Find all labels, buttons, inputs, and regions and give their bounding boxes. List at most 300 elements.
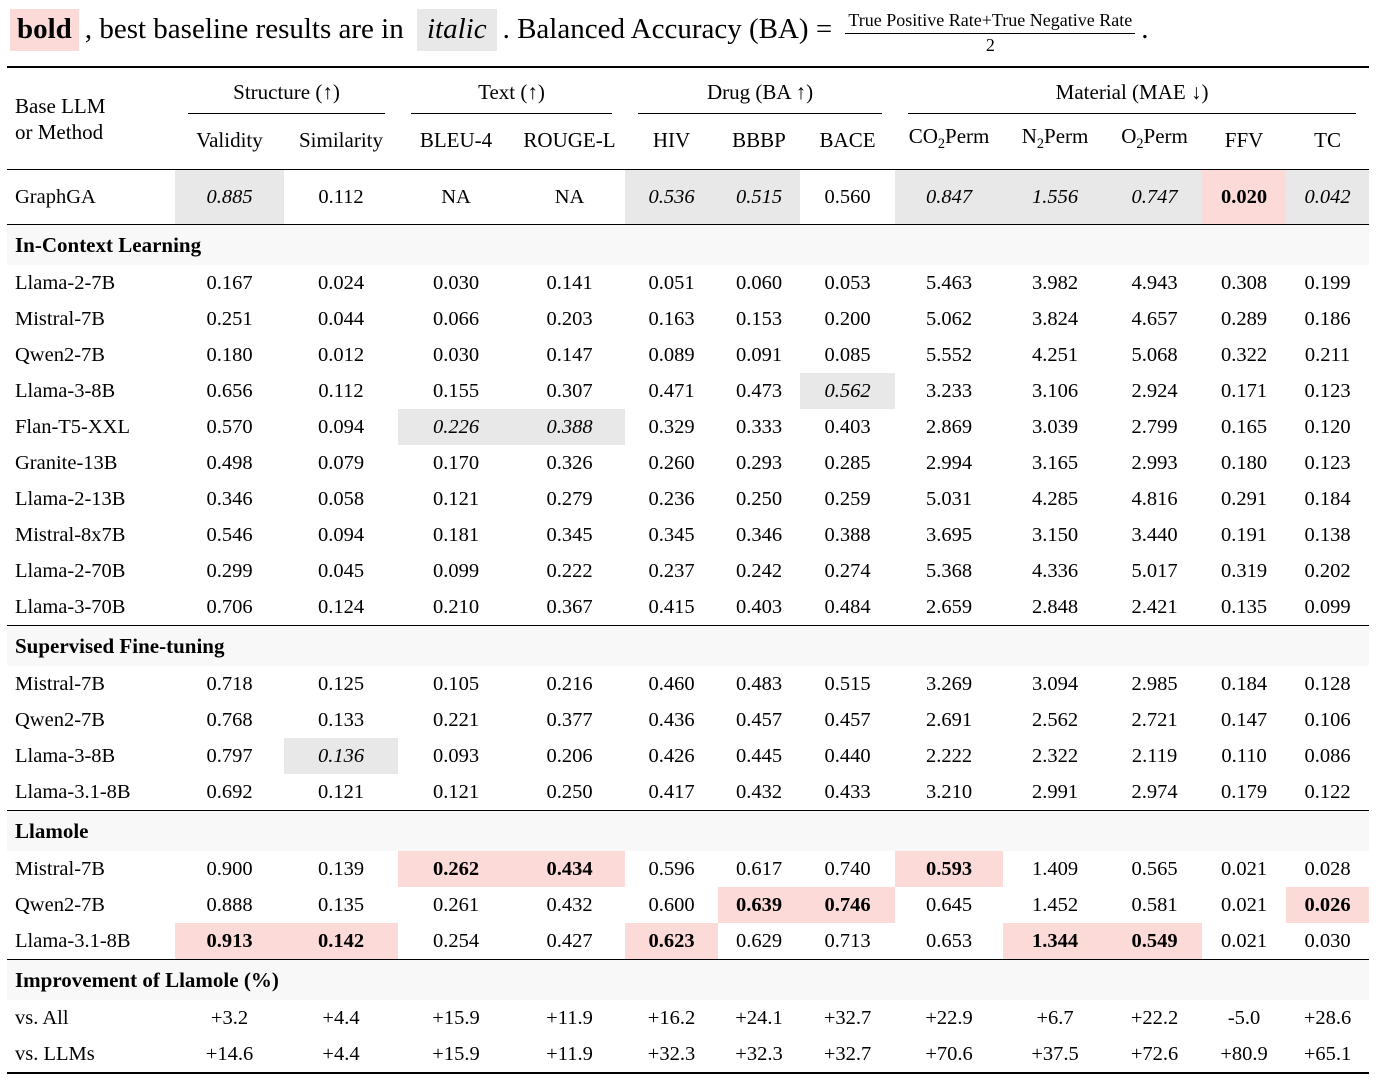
table-cell: 1.452 [1031, 894, 1079, 917]
table-cell: 0.179 [1220, 781, 1268, 804]
table-cell: 0.913 [175, 923, 284, 960]
table-cell: 2.691 [925, 709, 973, 732]
column-group-header: Structure (↑) [175, 67, 398, 115]
table-cell: 0.153 [735, 308, 783, 331]
table-cell: 0.141 [546, 272, 593, 295]
table-cell: 0.030 [1304, 930, 1351, 953]
table-cell: +70.6 [925, 1043, 973, 1066]
table-cell: 0.211 [1304, 344, 1351, 367]
table-cell: 0.053 [824, 272, 871, 295]
row-label: Llama-3-8B [15, 745, 116, 768]
table-cell: 2.222 [925, 745, 973, 768]
table-cell: +32.3 [647, 1043, 696, 1066]
table-cell: 0.206 [546, 745, 593, 768]
table-cell: +11.9 [546, 1007, 593, 1030]
table-cell: 0.155 [432, 380, 480, 403]
column-header: TC [1314, 128, 1341, 153]
table-cell: 0.199 [1304, 272, 1351, 295]
italic-legend-highlight: italic [417, 9, 497, 51]
table-row [7, 589, 1369, 626]
table-cell: 0.112 [318, 186, 364, 209]
row-label: Llama-2-7B [15, 272, 116, 295]
table-cell: 0.060 [735, 272, 783, 295]
table-row [7, 851, 1369, 887]
row-label: Mistral-7B [15, 308, 105, 331]
table-row [7, 517, 1369, 553]
table-cell: 0.110 [1221, 745, 1267, 768]
table-cell: 0.133 [317, 709, 365, 732]
table-cell: 0.094 [317, 416, 365, 439]
table-cell: 0.274 [824, 560, 871, 583]
table-cell: 3.269 [925, 673, 973, 696]
table-cell: 0.445 [735, 745, 783, 768]
table-cell: 5.368 [925, 560, 973, 583]
table-cell: 0.388 [514, 409, 625, 445]
table-cell: 0.322 [1220, 344, 1268, 367]
table-cell: 0.191 [1220, 524, 1268, 547]
table-row [7, 1036, 1369, 1073]
table-cell: 0.112 [318, 380, 364, 403]
section-title: Improvement of Llamole (%) [7, 960, 1369, 1001]
table-row [7, 373, 1369, 409]
table-cell: 0.285 [824, 452, 871, 475]
table-cell: 0.768 [206, 709, 253, 732]
table-cell: 0.432 [546, 894, 593, 917]
table-cell: +32.3 [735, 1043, 783, 1066]
table-row [7, 170, 1369, 225]
row-label: Qwen2-7B [15, 344, 105, 367]
row-label: Mistral-7B [15, 858, 105, 881]
table-cell: 2.869 [925, 416, 973, 439]
table-cell: 2.991 [1031, 781, 1079, 804]
table-row [7, 887, 1369, 923]
table-cell: 0.417 [648, 781, 695, 804]
table-cell: 0.308 [1220, 272, 1268, 295]
section-header-row [7, 225, 1369, 266]
table-cell: 0.562 [800, 373, 895, 409]
table-cell: 0.515 [824, 673, 871, 696]
table-cell: +3.2 [210, 1007, 249, 1030]
table-cell: 0.250 [735, 488, 783, 511]
table-cell: 0.471 [648, 380, 695, 403]
table-cell: 2.659 [925, 596, 973, 619]
table-cell: 2.562 [1031, 709, 1079, 732]
table-cell: 0.142 [284, 923, 398, 960]
table-cell: 0.051 [648, 272, 695, 295]
section-header-row [7, 811, 1369, 852]
table-cell: NA [554, 186, 585, 209]
column-header: FFV [1224, 128, 1264, 153]
column-group-header: Text (↑) [398, 67, 625, 115]
row-label: Qwen2-7B [15, 709, 105, 732]
table-cell: 0.639 [718, 887, 800, 923]
section-title: Supervised Fine-tuning [7, 626, 1369, 667]
column-header: BLEU-4 [419, 128, 493, 153]
table-cell: 0.261 [432, 894, 480, 917]
row-label: Granite-13B [15, 452, 118, 475]
table-cell: 4.657 [1131, 308, 1178, 331]
table-cell: 0.180 [1220, 452, 1268, 475]
table-cell: 2.721 [1131, 709, 1178, 732]
table-cell: 0.259 [824, 488, 871, 511]
table-cell: 0.549 [1107, 923, 1202, 960]
table-cell: 0.440 [824, 745, 871, 768]
section-header-row [7, 626, 1369, 667]
row-label: Llama-2-13B [15, 488, 126, 511]
table-cell: 0.135 [317, 894, 365, 917]
table-cell: +4.4 [322, 1007, 360, 1030]
table-cell: 0.184 [1220, 673, 1268, 696]
table-cell: 3.039 [1031, 416, 1079, 439]
table-cell: 0.089 [648, 344, 695, 367]
table-cell: 0.165 [1220, 416, 1268, 439]
table-cell: 0.260 [648, 452, 695, 475]
formula-numerator: True Positive Rate+True Negative Rate [845, 9, 1135, 34]
table-cell: 0.426 [648, 745, 695, 768]
table-cell: +80.9 [1220, 1043, 1268, 1066]
caption-text-2: . Balanced Accuracy (BA) = [502, 12, 833, 45]
table-row [7, 481, 1369, 517]
table-row [7, 774, 1369, 811]
table-cell: 3.150 [1031, 524, 1079, 547]
table-cell: 0.692 [206, 781, 253, 804]
row-label: Mistral-8x7B [15, 524, 126, 547]
table-cell: 0.333 [735, 416, 783, 439]
table-cell: 0.319 [1220, 560, 1268, 583]
table-cell: 0.345 [546, 524, 593, 547]
table-cell: 4.816 [1131, 488, 1178, 511]
table-cell: 0.847 [895, 170, 1003, 225]
table-cell: 0.388 [824, 524, 871, 547]
table-cell: 0.021 [1220, 930, 1268, 953]
table-cell: 0.254 [432, 930, 480, 953]
table-cell: 5.031 [925, 488, 973, 511]
table-cell: 0.600 [648, 894, 695, 917]
table-cell: 0.242 [735, 560, 783, 583]
table-cell: 0.020 [1202, 170, 1286, 225]
table-cell: 0.222 [546, 560, 593, 583]
table-cell: 0.139 [317, 858, 365, 881]
table-cell: 0.128 [1304, 673, 1351, 696]
caption-text-1: , best baseline results are in [84, 12, 404, 45]
table-header [7, 67, 1369, 170]
table-row [7, 1000, 1369, 1036]
table-cell: +28.6 [1303, 1007, 1352, 1030]
table-cell: 0.345 [648, 524, 695, 547]
table-cell: 0.170 [432, 452, 480, 475]
table-cell: 0.740 [824, 858, 871, 881]
row-label: Llama-3.1-8B [15, 930, 131, 953]
table-cell: 0.135 [1220, 596, 1268, 619]
column-group-header: Material (MAE ↓) [895, 67, 1369, 115]
row-label: vs. LLMs [15, 1043, 95, 1066]
table-cell: 2.993 [1131, 452, 1178, 475]
table-cell: 0.746 [800, 887, 895, 923]
row-label: vs. All [15, 1007, 69, 1030]
table-cell: 0.326 [546, 452, 593, 475]
table-cell: 0.403 [735, 596, 783, 619]
table-cell: 0.629 [735, 930, 783, 953]
table-cell: +37.5 [1031, 1043, 1079, 1066]
table-cell: 2.974 [1131, 781, 1178, 804]
table-cell: 0.099 [432, 560, 480, 583]
table-cell: +72.6 [1130, 1043, 1179, 1066]
row-label: Qwen2-7B [15, 894, 105, 917]
table-cell: 3.982 [1031, 272, 1079, 295]
table-cell: 0.091 [735, 344, 783, 367]
table-cell: 0.546 [206, 524, 253, 547]
table-cell: 0.163 [648, 308, 695, 331]
table-cell: 0.250 [546, 781, 593, 804]
table-cell: 0.121 [432, 781, 480, 804]
bold-legend-highlight: bold [10, 9, 79, 51]
table-cell: 0.346 [206, 488, 253, 511]
table-cell: 0.237 [648, 560, 695, 583]
column-header: $CO_2Perm$ [908, 124, 990, 153]
table-cell: 0.293 [735, 452, 783, 475]
table-cell: 0.180 [206, 344, 253, 367]
row-label: Mistral-7B [15, 673, 105, 696]
table-cell: 0.307 [546, 380, 593, 403]
table-cell: 0.138 [1304, 524, 1351, 547]
column-header: HIV [652, 128, 691, 153]
table-cell: 0.656 [206, 380, 253, 403]
column-header: Validity [196, 128, 263, 153]
table-cell: 3.440 [1131, 524, 1178, 547]
table-cell: 0.122 [1304, 781, 1351, 804]
table-cell: 0.460 [648, 673, 695, 696]
table-cell: 0.706 [206, 596, 253, 619]
table-cell: 3.695 [925, 524, 973, 547]
table-cell: 0.021 [1220, 858, 1268, 881]
table-row [7, 301, 1369, 337]
table-cell: 0.291 [1220, 488, 1268, 511]
table-cell: 0.058 [317, 488, 365, 511]
formula-denominator: 2 [985, 34, 995, 55]
table-cell: 0.121 [317, 781, 365, 804]
table-cell: 0.184 [1304, 488, 1351, 511]
table-cell: +22.9 [925, 1007, 973, 1030]
row-label: Llama-2-70B [15, 560, 126, 583]
table-cell: 0.262 [398, 851, 514, 887]
table-cell: 3.165 [1031, 452, 1079, 475]
group-header-row [7, 67, 1369, 115]
table-cell: 0.094 [317, 524, 365, 547]
table-cell: 2.994 [925, 452, 973, 475]
table-cell: 0.203 [546, 308, 593, 331]
table-cell: 4.285 [1031, 488, 1079, 511]
table-cell: 0.093 [432, 745, 480, 768]
table-cell: 0.617 [735, 858, 783, 881]
table-cell: 0.171 [1220, 380, 1268, 403]
table-cell: 2.985 [1131, 673, 1178, 696]
table-cell: 2.421 [1131, 596, 1178, 619]
table-cell: 0.216 [546, 673, 593, 696]
table-cell: 0.105 [432, 673, 480, 696]
table-cell: 0.498 [206, 452, 253, 475]
table-cell: 0.123 [1304, 380, 1351, 403]
table-cell: 5.552 [925, 344, 973, 367]
table-cell: +65.1 [1303, 1043, 1352, 1066]
table-cell: 0.236 [648, 488, 695, 511]
table-cell: 0.085 [824, 344, 871, 367]
table-cell: 0.367 [546, 596, 593, 619]
caption-period: . [1141, 12, 1149, 45]
table-cell: 0.483 [735, 673, 783, 696]
table-body [7, 170, 1369, 1074]
table-cell: +15.9 [432, 1043, 480, 1066]
table-cell: 0.186 [1304, 308, 1351, 331]
table-cell: +6.7 [1036, 1007, 1074, 1030]
table-cell: 0.167 [206, 272, 253, 295]
table-cell: 0.653 [925, 930, 973, 953]
table-cell: 0.221 [432, 709, 480, 732]
table-cell: +32.7 [823, 1007, 872, 1030]
table-row [7, 738, 1369, 774]
table-cell: 3.106 [1031, 380, 1079, 403]
table-cell: 0.797 [206, 745, 253, 768]
section-title: Llamole [7, 811, 1369, 852]
table-cell: 5.463 [925, 272, 973, 295]
table-cell: 0.026 [1286, 887, 1369, 923]
table-cell: 0.473 [735, 380, 783, 403]
table-cell: 5.017 [1131, 560, 1178, 583]
row-label: Flan-T5-XXL [15, 416, 131, 439]
table-cell: 0.021 [1220, 894, 1268, 917]
table-row [7, 702, 1369, 738]
table-cell: 0.120 [1304, 416, 1351, 439]
table-row [7, 923, 1369, 960]
table-cell: 0.226 [398, 409, 514, 445]
table-cell: +14.6 [205, 1043, 254, 1066]
table-cell: 1.556 [1003, 170, 1107, 225]
table-cell: 3.233 [925, 380, 973, 403]
table-cell: 2.322 [1031, 745, 1079, 768]
table-cell: 0.136 [284, 738, 398, 774]
section-header-row [7, 960, 1369, 1001]
table-cell: 1.344 [1003, 923, 1107, 960]
table-cell: +15.9 [432, 1007, 480, 1030]
table-cell: 0.433 [824, 781, 871, 804]
table-cell: 0.403 [824, 416, 871, 439]
table-cell: NA [441, 186, 471, 209]
table-cell: 0.484 [824, 596, 871, 619]
table-cell: 0.713 [824, 930, 871, 953]
column-header: $N_2Perm$ [1021, 124, 1089, 153]
column-header: BBBP [732, 128, 786, 153]
table-cell: 0.279 [546, 488, 593, 511]
table-cell: 0.718 [206, 673, 253, 696]
table-cell: 0.623 [625, 923, 718, 960]
table-row [7, 445, 1369, 481]
table-cell: 0.289 [1220, 308, 1268, 331]
table-cell: 0.560 [824, 186, 871, 209]
table-cell: 0.581 [1131, 894, 1178, 917]
table-cell: -5.0 [1227, 1007, 1261, 1030]
table-cell: 0.565 [1131, 858, 1178, 881]
table-cell: 5.068 [1131, 344, 1178, 367]
column-header: Similarity [299, 128, 383, 153]
table-cell: 0.044 [317, 308, 365, 331]
table-cell: 0.202 [1304, 560, 1351, 583]
table-cell: 0.415 [648, 596, 695, 619]
table-cell: 0.747 [1107, 170, 1202, 225]
table-cell: 0.030 [432, 344, 480, 367]
table-cell: 4.336 [1031, 560, 1079, 583]
table-cell: 5.062 [925, 308, 973, 331]
table-cell: 0.436 [648, 709, 695, 732]
table-cell: 0.181 [432, 524, 480, 547]
table-cell: 0.457 [824, 709, 871, 732]
table-row [7, 666, 1369, 702]
table-cell: 0.515 [718, 170, 800, 225]
table-cell: 0.200 [824, 308, 871, 331]
table-cell: 0.030 [432, 272, 480, 295]
table-cell: 0.045 [317, 560, 365, 583]
column-header: BACE [819, 128, 876, 153]
row-label: Llama-3.1-8B [15, 781, 131, 804]
column-group-header: Drug (BA ↑) [625, 67, 895, 115]
table-cell: 0.012 [317, 344, 365, 367]
table-cell: 0.427 [546, 930, 593, 953]
table-cell: 4.251 [1031, 344, 1079, 367]
table-cell: 0.125 [317, 673, 365, 696]
table-cell: 0.251 [206, 308, 253, 331]
section-title: In-Context Learning [7, 225, 1369, 266]
table-cell: 0.346 [735, 524, 783, 547]
results-table [7, 66, 1369, 1074]
table-cell: 0.024 [317, 272, 365, 295]
table-cell: +4.4 [322, 1043, 360, 1066]
table-cell: 2.119 [1131, 745, 1178, 768]
table-cell: +11.9 [546, 1043, 593, 1066]
table-cell: 0.645 [925, 894, 973, 917]
table-row [7, 337, 1369, 373]
row-label: Llama-3-8B [15, 380, 116, 403]
table-cell: 0.210 [432, 596, 480, 619]
table-cell: 2.799 [1131, 416, 1178, 439]
table-cell: 0.593 [895, 851, 1003, 887]
row-label: GraphGA [15, 186, 96, 209]
table-cell: 2.924 [1131, 380, 1178, 403]
table-cell: 0.079 [317, 452, 365, 475]
table-cell: 0.377 [546, 709, 593, 732]
table-cell: +16.2 [647, 1007, 696, 1030]
table-cell: 0.299 [206, 560, 253, 583]
table-cell: 0.106 [1304, 709, 1351, 732]
table-cell: 0.028 [1304, 858, 1351, 881]
table-cell: 0.066 [432, 308, 480, 331]
table-cell: 0.457 [735, 709, 783, 732]
sub-header-row [7, 115, 1369, 170]
table-cell: 0.121 [432, 488, 480, 511]
row-label: Llama-3-70B [15, 596, 126, 619]
table-cell: 0.086 [1304, 745, 1351, 768]
table-cell: 0.329 [648, 416, 695, 439]
table-cell: 3.210 [925, 781, 973, 804]
table-cell: 0.123 [1304, 452, 1351, 475]
table-cell: 0.124 [317, 596, 365, 619]
table-cell: +24.1 [735, 1007, 783, 1030]
table-cell: 4.943 [1131, 272, 1178, 295]
column-header: ROUGE-L [523, 128, 616, 153]
table-cell: 0.885 [175, 170, 284, 225]
table-row [7, 553, 1369, 589]
table-row [7, 409, 1369, 445]
table-cell: 0.434 [514, 851, 625, 887]
table-cell: 0.042 [1286, 170, 1369, 225]
table-cell: 0.147 [1220, 709, 1268, 732]
